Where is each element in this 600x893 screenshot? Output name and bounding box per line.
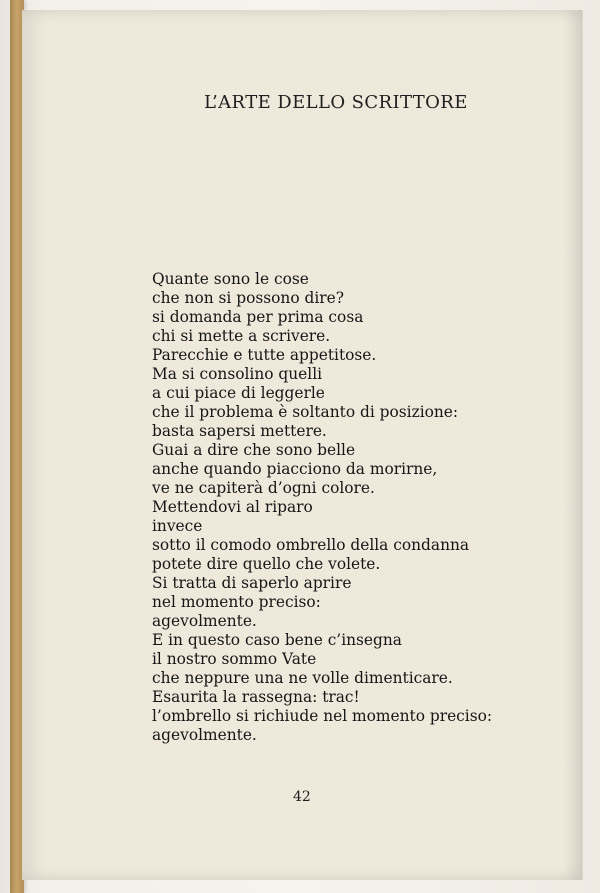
- poem-line: basta sapersi mettere.: [152, 422, 327, 440]
- poem-line: a cui piace di leggerle: [152, 384, 325, 402]
- poem-line: l’ombrello si richiude nel momento preciso:: [152, 707, 493, 725]
- book-page: [22, 10, 583, 880]
- poem-line: Parecchie e tutte appetitose.: [152, 346, 377, 364]
- poem-line: Mettendovi al riparo: [152, 498, 313, 516]
- poem-line: Esaurita la rassegna: trac!: [152, 688, 360, 706]
- poem-line: sotto il comodo ombrello della condanna: [152, 536, 470, 554]
- poem-line: agevolmente.: [152, 726, 257, 744]
- poem-line: che neppure una ne volle dimenticare.: [152, 669, 453, 687]
- page-shadow: [562, 10, 582, 880]
- poem-line: invece: [152, 517, 203, 535]
- page-number: 42: [293, 789, 311, 805]
- poem-line: nel momento preciso:: [152, 593, 321, 611]
- poem-body: [152, 270, 492, 745]
- poem-line: ve ne capiterà d’ogni colore.: [152, 479, 375, 497]
- poem-line: chi si mette a scrivere.: [152, 327, 331, 345]
- poem-line: che non si possono dire?: [152, 289, 344, 307]
- poem-line: Ma si consolino quelli: [152, 365, 323, 383]
- poem-line: Quante sono le cose: [152, 270, 309, 288]
- poem-line: Si tratta di saperlo aprire: [152, 574, 352, 592]
- poem-line: potete dire quello che volete.: [152, 555, 381, 573]
- poem-line: si domanda per prima cosa: [152, 308, 364, 326]
- page-title: L’ARTE DELLO SCRITTORE: [204, 92, 468, 113]
- poem-line: E in questo caso bene c’insegna: [152, 631, 402, 649]
- poem-line: agevolmente.: [152, 612, 257, 630]
- poem-line: anche quando piacciono da morirne,: [152, 460, 438, 478]
- poem-line: Guai a dire che sono belle: [152, 441, 356, 459]
- poem-line: che il problema è soltanto di posizione:: [152, 403, 459, 421]
- poem-line: il nostro sommo Vate: [152, 650, 317, 668]
